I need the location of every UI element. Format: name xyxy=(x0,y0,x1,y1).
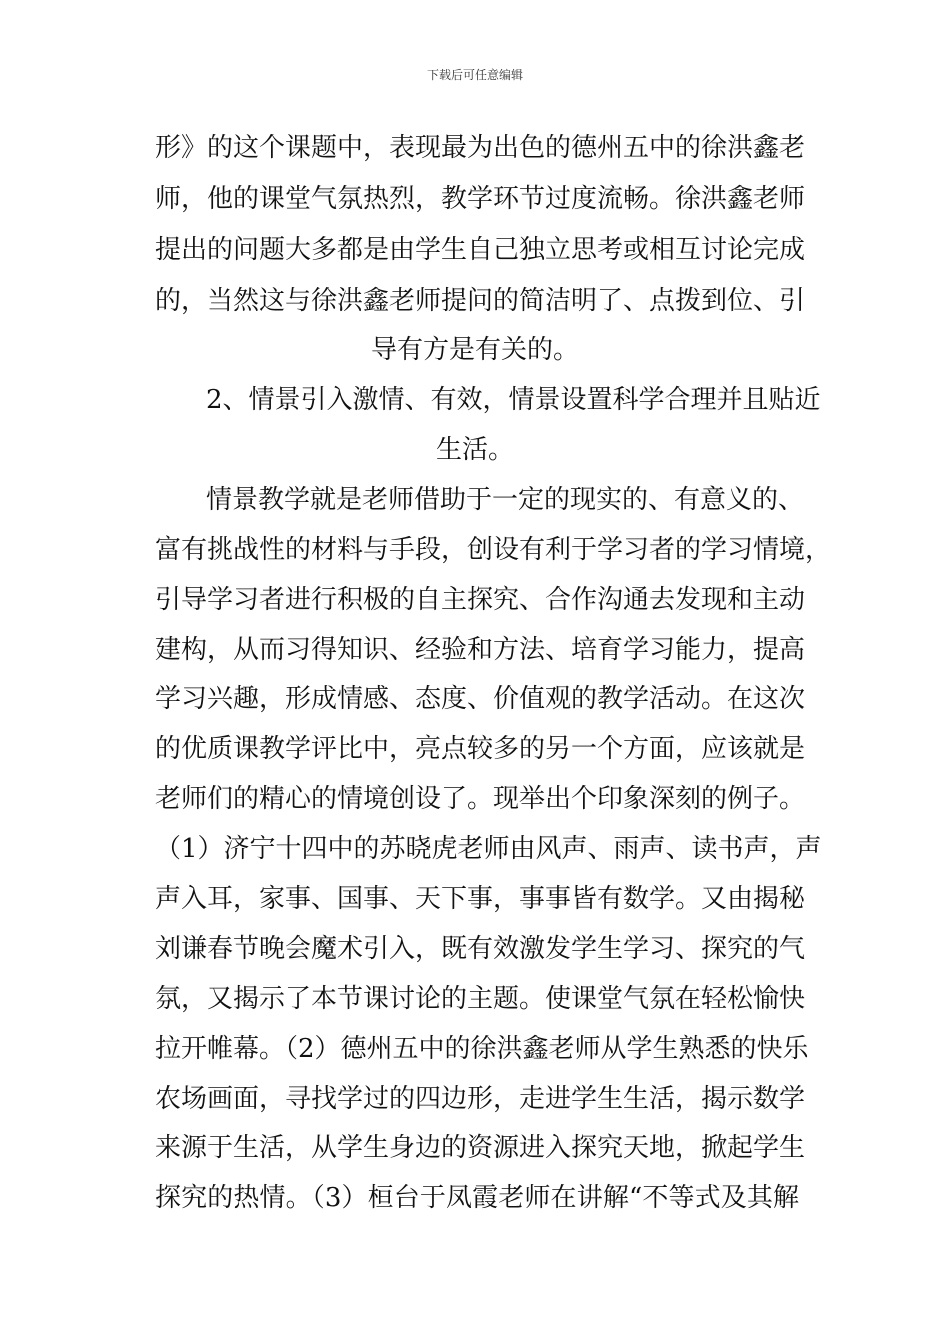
text-line: 学习兴趣，形成情感、态度、价值观的教学活动。在这次 xyxy=(155,684,806,714)
text-line: （1）济宁十四中的苏晓虎老师由风声、雨声、读书声，声 xyxy=(155,834,822,864)
text-line: 引导学习者进行积极的自主探究、合作沟通去发现和主动 xyxy=(155,585,806,615)
text-line: 的，当然这与徐洪鑫老师提问的简洁明了、点拨到位、引 xyxy=(155,286,806,316)
section-heading-line: 2、情景引入激情、有效，情景设置科学合理并且贴近 xyxy=(206,385,821,415)
text-line: 富有挑战性的材料与手段，创设有利于学习者的学习情境， xyxy=(155,535,832,565)
text-line: 提出的问题大多都是由学生自己独立思考或相互讨论完成 xyxy=(155,235,806,265)
text-line: 建构，从而习得知识、经验和方法、培育学习能力，提高 xyxy=(155,635,806,665)
text-line: 探究的热情。（3）桓台于凤霞老师在讲解“不等式及其解 xyxy=(155,1183,799,1213)
text-line: 情景教学就是老师借助于一定的现实的、有意义的、 xyxy=(206,485,805,515)
page-header-note: 下载后可任意编辑 xyxy=(426,68,523,82)
text-line: 来源于生活，从学生身边的资源进入探究天地，掀起学生 xyxy=(155,1133,806,1163)
text-line: 刘谦春节晚会魔术引入，既有效激发学生学习、探究的气 xyxy=(155,934,806,964)
text-line: 形》的这个课题中，表现最为出色的德州五中的徐洪鑫老 xyxy=(155,133,806,163)
text-line: 老师们的精心的情境创设了。现举出个印象深刻的例子。 xyxy=(155,784,806,814)
text-line: 拉开帷幕。（2）德州五中的徐洪鑫老师从学生熟悉的快乐 xyxy=(155,1034,809,1064)
text-line: 农场画面，寻找学过的四边形，走进学生生活，揭示数学 xyxy=(155,1084,806,1114)
text-line: 师，他的课堂气氛热烈，教学环节过度流畅。徐洪鑫老师 xyxy=(155,184,806,214)
text-line: 的优质课教学评比中，亮点较多的另一个方面，应该就是 xyxy=(155,734,806,764)
text-line: 氛，又揭示了本节课讨论的主题。使课堂气氛在轻松愉快 xyxy=(155,984,806,1014)
text-line: 声入耳，家事、国事、天下事，事事皆有数学。又由揭秘 xyxy=(155,884,806,914)
section-heading-line: 生活。 xyxy=(435,435,514,465)
text-line: 导有方是有关的。 xyxy=(370,335,579,365)
